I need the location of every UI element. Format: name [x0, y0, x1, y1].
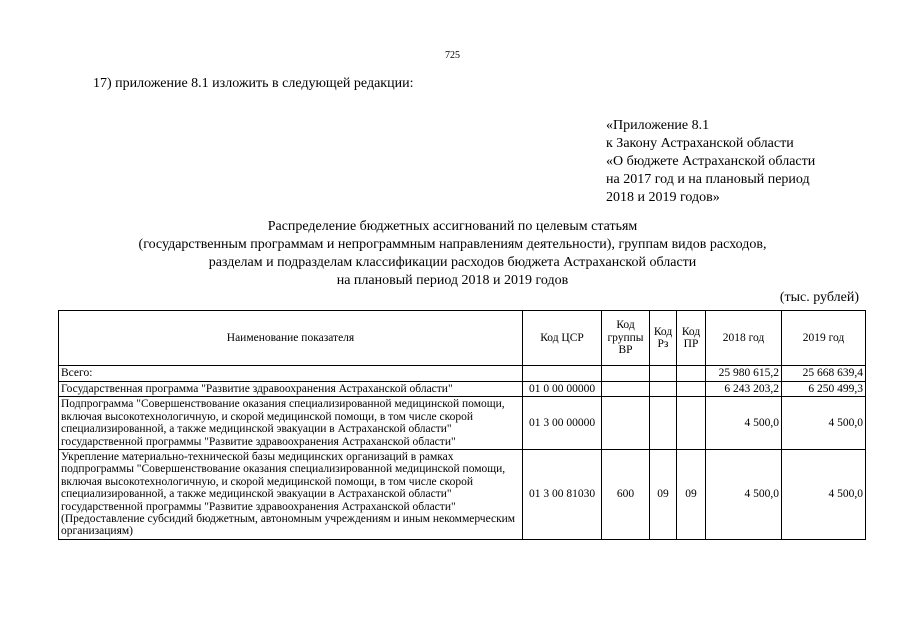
- title-line: Распределение бюджетных ассигнований по целевым статьям: [267, 219, 638, 234]
- row-vr: [602, 397, 650, 450]
- row-vr: [602, 382, 650, 397]
- document-title: [0, 218, 905, 290]
- appendix-line: к Закону Астраханской области: [606, 136, 794, 151]
- row-2018: 25 980 615,2: [706, 366, 782, 382]
- appendix-line: «Приложение 8.1: [606, 118, 710, 133]
- row-pr: [677, 397, 706, 450]
- row-2019: 6 250 499,3: [782, 382, 866, 397]
- table-row: [59, 366, 866, 382]
- header-pr: Код ПР: [677, 311, 706, 366]
- row-csr: [523, 366, 602, 382]
- title-line: на плановый период 2018 и 2019 годов: [336, 273, 569, 288]
- row-2018: 4 500,0: [706, 450, 782, 540]
- row-2019: 4 500,0: [782, 450, 866, 540]
- row-2018: 6 243 203,2: [706, 382, 782, 397]
- budget-table: [58, 310, 866, 540]
- row-pr: 09: [677, 450, 706, 540]
- header-vr: Код группы ВР: [602, 311, 650, 366]
- table-row: [59, 382, 866, 397]
- table-header-row: [59, 311, 866, 366]
- row-name: Укрепление материально-технической базы медицинских организаций в рамках подпрограммы "Совершенствование оказания специализированной медицинской помощи, включая высокотехнологичную, и скорой медицинской помощи, в том числе скорой специализированной, а также медицинской эвакуации в Астраханской области" государственной программы "Развитие здравоохранения Астраханской области" (Предоставление субсидий бюджетным, автономным учреждениям и иным некоммерческим организациям): [59, 450, 523, 540]
- row-2018: 4 500,0: [706, 397, 782, 450]
- row-name: Всего:: [59, 366, 523, 382]
- row-2019: 4 500,0: [782, 397, 866, 450]
- page-number: 725: [445, 50, 460, 61]
- units-label: (тыс. рублей): [779, 290, 859, 305]
- title-line: (государственным программам и непрограммным направлениям деятельности), группам видов расходов,: [138, 237, 767, 252]
- row-name: Подпрограмма "Совершенствование оказания специализированной медицинской помощи, включая высокотехнологичную, и скорой медицинской помощи, в том числе скорой специализированной, а также медицинской эвакуации в Астраханской области" государственной программы "Развитие здравоохранения Астраханской области": [59, 397, 523, 450]
- row-pr: [677, 366, 706, 382]
- row-csr: 01 3 00 00000: [523, 397, 602, 450]
- table-row: [59, 397, 866, 450]
- amendment-instruction: 17) приложение 8.1 изложить в следующей редакции:: [93, 76, 414, 91]
- row-csr: 01 0 00 00000: [523, 382, 602, 397]
- row-rz: [650, 366, 677, 382]
- header-rz: Код Рз: [650, 311, 677, 366]
- table-row: [59, 450, 866, 540]
- row-vr: 600: [602, 450, 650, 540]
- row-2019: 25 668 639,4: [782, 366, 866, 382]
- row-pr: [677, 382, 706, 397]
- header-name: Наименование показателя: [59, 311, 523, 366]
- appendix-line: на 2017 год и на плановый период: [606, 172, 810, 187]
- row-rz: [650, 397, 677, 450]
- header-csr: Код ЦСР: [523, 311, 602, 366]
- appendix-line: «О бюджете Астраханской области: [606, 154, 816, 169]
- row-vr: [602, 366, 650, 382]
- row-rz: 09: [650, 450, 677, 540]
- row-name: Государственная программа "Развитие здравоохранения Астраханской области": [59, 382, 523, 397]
- appendix-header: [606, 117, 815, 207]
- header-2018: 2018 год: [706, 311, 782, 366]
- appendix-line: 2018 и 2019 годов»: [606, 190, 720, 205]
- row-csr: 01 3 00 81030: [523, 450, 602, 540]
- header-2019: 2019 год: [782, 311, 866, 366]
- row-rz: [650, 382, 677, 397]
- title-line: разделам и подразделам классификации расходов бюджета Астраханской области: [208, 255, 697, 270]
